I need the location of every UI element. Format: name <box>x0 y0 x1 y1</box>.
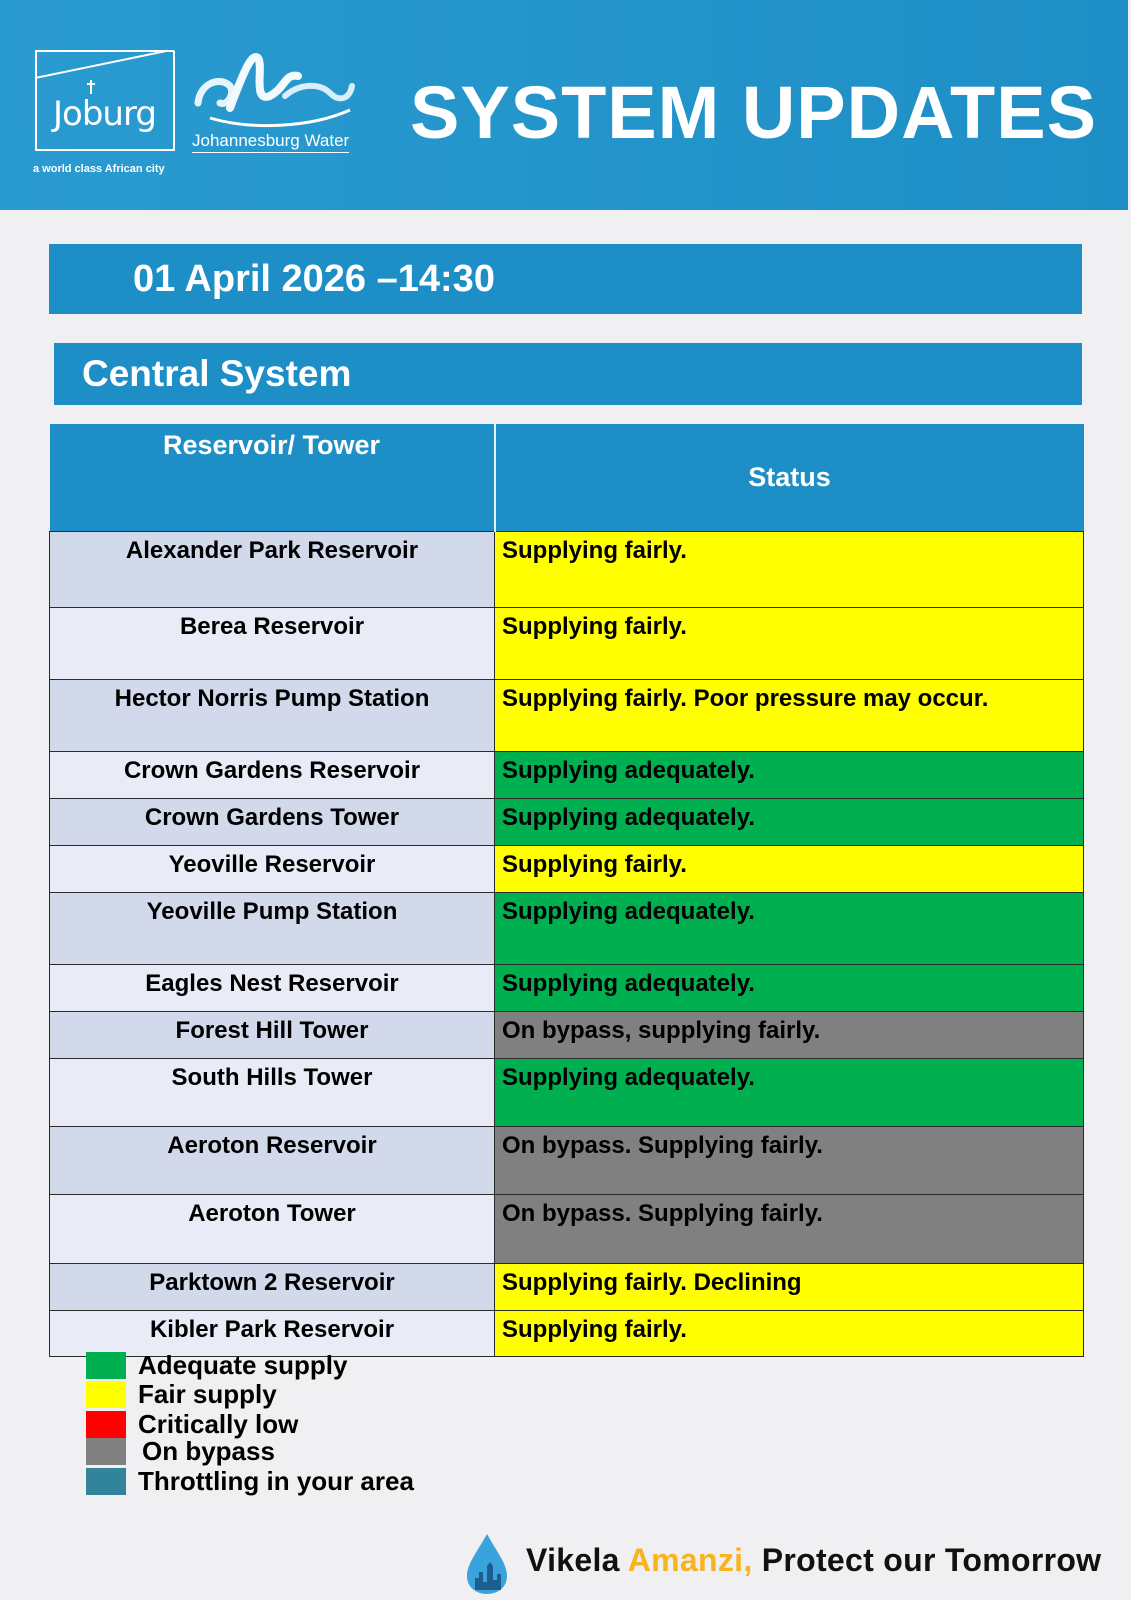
date-bar <box>49 244 1082 314</box>
reservoir-name: Yeoville Reservoir <box>50 846 495 893</box>
table-row <box>50 893 1084 965</box>
table-row <box>50 532 1084 608</box>
table-row <box>50 846 1084 893</box>
status-cell: Supplying fairly. Declining <box>495 1264 1084 1311</box>
legend-swatch <box>86 1381 126 1408</box>
system-name: Central System <box>82 353 352 394</box>
table-row <box>50 1264 1084 1311</box>
header-banner <box>0 0 1128 210</box>
water-drop-icon <box>463 1532 511 1596</box>
reservoir-name: Parktown 2 Reservoir <box>50 1264 495 1311</box>
reservoir-name: Berea Reservoir <box>50 608 495 680</box>
joburg-tagline: a world class African city <box>33 163 165 175</box>
status-cell: Supplying adequately. <box>495 752 1084 799</box>
legend-label: Adequate supply <box>138 1350 348 1380</box>
table-row <box>50 799 1084 846</box>
reservoir-name: Forest Hill Tower <box>50 1012 495 1059</box>
joburg-logo-text: Joburg <box>53 94 156 134</box>
status-cell: Supplying adequately. <box>495 799 1084 846</box>
footer-slogan <box>460 1530 1131 1600</box>
reservoir-name: Kibler Park Reservoir <box>50 1311 495 1357</box>
status-cell: Supplying fairly. Poor pressure may occur. <box>495 680 1084 752</box>
reservoir-name: Aeroton Tower <box>50 1195 495 1264</box>
legend-swatch <box>86 1352 126 1379</box>
joburg-logo <box>35 50 175 151</box>
table-row <box>50 965 1084 1012</box>
legend-label: On bypass <box>142 1436 275 1466</box>
status-cell: Supplying fairly. <box>495 1311 1084 1357</box>
table-row <box>50 608 1084 680</box>
reservoir-name: Hector Norris Pump Station <box>50 680 495 752</box>
status-cell: Supplying adequately. <box>495 893 1084 965</box>
update-datetime: 01 April 2026 –14:30 <box>133 258 495 300</box>
legend-label: Fair supply <box>138 1379 277 1409</box>
table-row <box>50 1012 1084 1059</box>
reservoir-name: South Hills Tower <box>50 1059 495 1127</box>
legend-label: Throttling in your area <box>138 1466 414 1496</box>
reservoir-name: Eagles Nest Reservoir <box>50 965 495 1012</box>
status-cell: Supplying fairly. <box>495 532 1084 608</box>
page-title: SYSTEM UPDATES <box>410 71 1097 154</box>
slogan-accent: Amanzi, <box>627 1542 753 1578</box>
legend-swatch <box>86 1438 126 1465</box>
status-cell: On bypass. Supplying fairly. <box>495 1195 1084 1264</box>
table-row <box>50 1127 1084 1195</box>
column-header-status: Status <box>495 424 1084 532</box>
status-cell: Supplying adequately. <box>495 1059 1084 1127</box>
column-header-reservoir: Reservoir/ Tower <box>50 424 495 532</box>
slogan-part-1: Vikela <box>526 1542 628 1578</box>
status-table <box>49 424 1084 1357</box>
johannesburg-water-logo-text: Johannesburg Water <box>192 131 349 153</box>
status-cell: On bypass, supplying fairly. <box>495 1012 1084 1059</box>
status-cell: On bypass. Supplying fairly. <box>495 1127 1084 1195</box>
reservoir-name: Crown Gardens Tower <box>50 799 495 846</box>
status-cell: Supplying adequately. <box>495 965 1084 1012</box>
reservoir-name: Yeoville Pump Station <box>50 893 495 965</box>
table-header-row <box>50 424 1084 532</box>
table-row <box>50 1059 1084 1127</box>
status-cell: Supplying fairly. <box>495 846 1084 893</box>
status-cell: Supplying fairly. <box>495 608 1084 680</box>
table-row <box>50 752 1084 799</box>
legend-swatch <box>86 1468 126 1495</box>
reservoir-name: Alexander Park Reservoir <box>50 532 495 608</box>
slogan-text <box>526 1542 1101 1579</box>
legend-label: Critically low <box>138 1409 299 1439</box>
reservoir-name: Crown Gardens Reservoir <box>50 752 495 799</box>
reservoir-name: Aeroton Reservoir <box>50 1127 495 1195</box>
legend-swatch <box>86 1411 126 1438</box>
slogan-part-2: Protect our Tomorrow <box>752 1542 1102 1578</box>
system-section-bar <box>54 343 1082 405</box>
table-row <box>50 1195 1084 1264</box>
table-row <box>50 680 1084 752</box>
